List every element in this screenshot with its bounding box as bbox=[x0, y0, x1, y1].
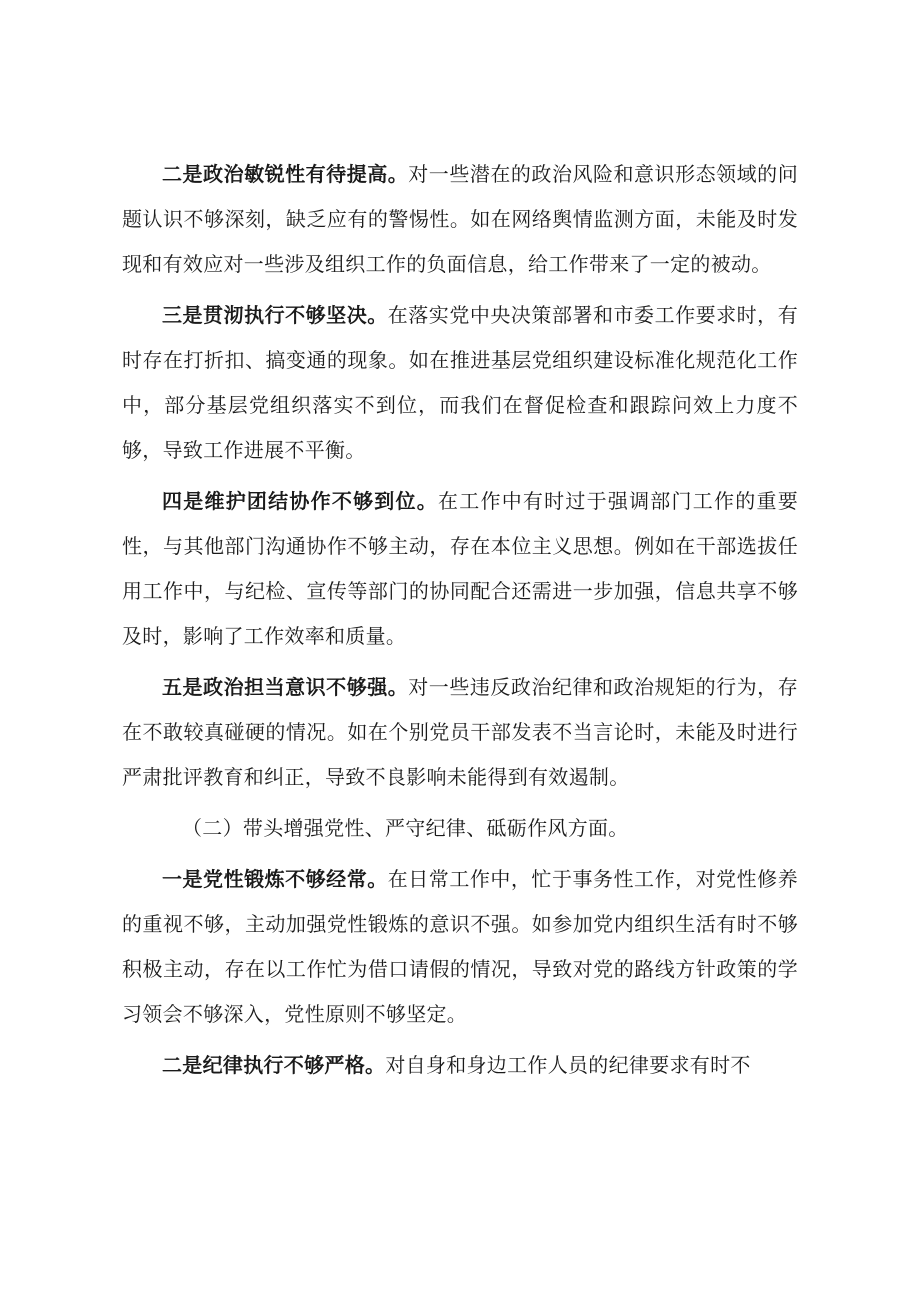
paragraph-lead: 四是维护团结协作不够到位。 bbox=[162, 489, 438, 513]
paragraph-lead: 二是政治敏锐性有待提高。 bbox=[162, 162, 409, 186]
paragraph-unity-cooperation bbox=[122, 479, 798, 659]
paragraph-lead: 五是政治担当意识不够强。 bbox=[162, 675, 409, 699]
paragraph-political-sensitivity bbox=[122, 152, 798, 287]
document-body bbox=[122, 152, 798, 1094]
paragraph-text: 对一些违反政治纪律和政治规矩的行为，存在不敢较真碰硬的情况。如在个别党员干部发表不当言论时，未能及时进行严肃批评教育和纠正，导致不良影响未能得到有效遏制。 bbox=[122, 675, 798, 789]
paragraph-lead: 二是纪律执行不够严格。 bbox=[162, 1053, 386, 1077]
paragraph-party-spirit bbox=[122, 857, 798, 1037]
paragraph-text: 在日常工作中，忙于事务性工作，对党性修养的重视不够，主动加强党性锻炼的意识不强。如参加党内组织生活有时不够积极主动，存在以工作忙为借口请假的情况，导致对党的路线方针政策的学习领会不够深入，党性原则不够坚定。 bbox=[122, 867, 799, 1026]
paragraph-political-responsibility bbox=[122, 665, 798, 800]
section-heading: （二）带头增强党性、严守纪律、砥砺作风方面。 bbox=[182, 816, 629, 840]
paragraph-text: 在落实党中央决策部署和市委工作要求时，有时存在打折扣、搞变通的现象。如在推进基层党组织建设标准化规范化工作中，部分基层党组织落实不到位，而我们在督促检查和跟踪问效上力度不够，导致工作进展不平衡。 bbox=[122, 303, 799, 462]
paragraph-text: 对一些潜在的政治风险和意识形态领域的问题认识不够深刻，缺乏应有的警惕性。如在网络舆情监测方面，未能及时发现和有效应对一些涉及组织工作的负面信息，给工作带来了一定的被动。 bbox=[122, 162, 798, 276]
paragraph-lead: 三是贯沏执行不够坚决。 bbox=[162, 303, 388, 327]
paragraph-discipline bbox=[122, 1043, 798, 1088]
paragraph-lead: 一是党性锻炼不够经常。 bbox=[162, 867, 388, 891]
paragraph-implementation bbox=[122, 293, 798, 473]
paragraph-text: 在工作中有时过于强调部门工作的重要性，与其他部门沟通协作不够主动，存在本位主义思想。例如在干部选拔任用工作中，与纪检、宣传等部门的协同配合还需进一步加强，信息共享不够及时，影响了工作效率和质量。 bbox=[122, 489, 798, 648]
paragraph-text: 对自身和身边工作人员的纪律要求有时不 bbox=[385, 1053, 751, 1077]
